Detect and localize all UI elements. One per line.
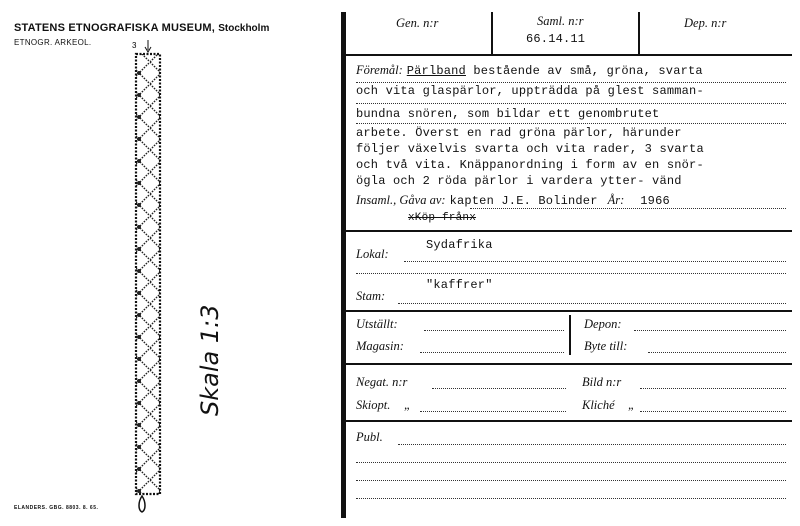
header-divider-1 [491,12,493,54]
dep-label: Dep. n:r [684,16,727,30]
storage-divider [569,315,571,355]
bild-label: Bild n:r [582,375,622,389]
foremal-label: Föremål: [356,63,403,77]
foremal-line: bestående av små, gröna, svarta [465,64,703,78]
foremal-line: och två vita. Knäppanordning i form av en snör- [356,158,704,172]
utstallt-label: Utställt: [356,317,398,331]
media-rule [346,420,792,422]
magasin-label: Magasin: [356,339,404,353]
negat-label: Negat. n:r [356,375,408,389]
department-label: ETNOGR. ARKEOL. [14,38,92,47]
foremal-first-word: Pärlband [406,64,466,78]
header-divider-2 [638,12,640,54]
bead-band-drawing [128,40,168,516]
publ-label: Publ. [356,430,383,444]
insaml-value: kapten J.E. Bolinder [449,194,598,208]
foremal-line: och vita glaspärlor, uppträdda på glest samman- [356,84,704,98]
scale-note: Skala 1:3 [196,304,224,416]
year-value: 1966 [640,194,670,208]
lokal-value: Sydafrika [426,238,493,252]
header-rule [346,54,792,56]
cliche-label: Kliché [582,398,615,412]
foremal-line: arbete. Överst en rad gröna pärlor, härunder [356,126,682,140]
stam-value: "kaffrer" [426,278,493,292]
depon-label: Depon: [584,317,622,331]
byte-label: Byte till: [584,339,628,353]
insaml-row [356,191,670,209]
foremal-line: bundna snören, som bildar ett genombrutet [356,107,660,121]
struck-text: xKöp frånx [408,212,477,224]
museum-name: STATENS ETNOGRAFISKA MUSEUM, [14,22,215,34]
year-label: År: [607,193,625,207]
skiopt-value: „ [404,398,411,412]
stam-label: Stam: [356,289,386,303]
saml-label: Saml. n:r [537,14,584,28]
museum-header [14,22,269,34]
skiopt-label: Skiopt. [356,398,391,412]
stam-rule [346,310,792,312]
museum-city: Stockholm [218,23,270,34]
cliche-value: „ [628,398,635,412]
saml-value: 66.14.11 [526,32,586,46]
gen-label: Gen. n:r [396,16,439,30]
foremal-line: följer växelvis svarta och vita rader, 3 svarta [356,142,704,156]
insaml-rule [346,230,792,232]
foremal-line: ögla och 2 röda pärlor i vardera ytter- vänd [356,174,682,188]
lokal-label: Lokal: [356,247,389,261]
card-divider [341,12,346,518]
insaml-label: Insaml., Gåva av: [356,193,446,207]
printer-imprint: ELANDERS. GBG. 8803. 8. 65. [14,505,99,511]
storage-rule [346,363,792,365]
foremal-line-0 [356,61,703,79]
band-mark: 3 [132,41,137,50]
